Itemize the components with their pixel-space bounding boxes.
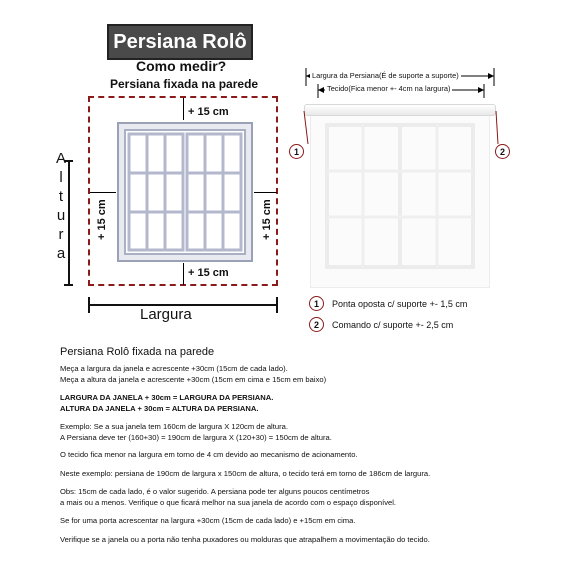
fabric-width-label: Tecido(Fica menor +- 4cm na largura)	[327, 84, 451, 93]
bottom-margin-label: + 15 cm	[188, 267, 229, 279]
width-cap-right	[276, 297, 278, 313]
top-margin-arrow	[183, 98, 184, 120]
left-margin-label: + 15 cm	[96, 199, 108, 240]
legend-text-2: Comando c/ suporte +- 2,5 cm	[332, 320, 454, 330]
page-title: Persiana Rolô	[107, 24, 253, 60]
paragraph-4: O tecido fica menor na largura em torno de 4 cm devido ao mecanismo de acionamento.	[60, 450, 358, 459]
paragraph-5: Neste exemplo: persiana de 190cm de largura x 150cm de altura, o tecido terá em torno de 186cm de largura.	[60, 469, 431, 478]
marker-2: 2	[495, 144, 510, 159]
height-bar	[68, 160, 70, 286]
height-label-letter: r	[58, 226, 64, 243]
paragraph-6b: a mais ou a menos. Verifique o que ficará melhor na sua janela de acordo com o espaço disponível.	[60, 498, 397, 507]
legend-marker-1: 1	[309, 296, 324, 311]
paragraph-3b: A Persiana deve ter (160+30) = 190cm de largura X (120+30) = 150cm de altura.	[60, 433, 332, 442]
paragraph-1a: Meça a largura da janela e acrescente +30cm (15cm de cada lado).	[60, 364, 288, 373]
window-pane-area	[124, 129, 246, 255]
height-label-letter: a	[56, 245, 66, 262]
marker-1: 1	[289, 144, 304, 159]
height-label-letter: l	[59, 169, 63, 186]
paragraph-2a: LARGURA DA JANELA + 30cm = LARGURA DA PERSIANA.	[60, 393, 274, 402]
paragraph-3a: Exemplo: Se a sua janela tem 160cm de largura X 120cm de altura.	[60, 422, 288, 431]
width-label: Largura	[140, 306, 192, 323]
right-margin-arrow	[254, 192, 277, 193]
height-label-letter: A	[55, 150, 66, 167]
blind-width-label: Largura da Persiana(É de suporte a suporte)	[312, 71, 459, 80]
height-label-letter: u	[56, 207, 66, 224]
top-margin-label: + 15 cm	[188, 106, 229, 118]
paragraph-6a: Obs: 15cm de cada lado, é o valor sugerido. A persiana pode ter alguns poucos centímetros	[60, 487, 370, 496]
right-margin-label: + 15 cm	[261, 199, 273, 240]
window-grid-icon	[126, 131, 244, 253]
paragraph-7: Se for uma porta acrescentar na largura +30cm (15cm de cada lado) e +15cm em cima.	[60, 516, 356, 525]
bottom-margin-arrow	[183, 263, 184, 285]
height-label-letter: t	[58, 188, 64, 205]
legend-marker-2: 2	[309, 317, 324, 332]
paragraph-8: Verifique se a janela ou a porta não tenha puxadores ou molduras que atrapalhem a movimentação do tecido.	[60, 535, 430, 544]
paragraph-2b: ALTURA DA JANELA + 30cm = ALTURA DA PERSIANA.	[60, 404, 259, 413]
subtitle: Como medir?	[136, 58, 227, 74]
section-title: Persiana Rolô fixada na parede	[60, 346, 215, 358]
subtitle-mount: Persiana fixada na parede	[110, 77, 259, 91]
height-cap-bottom	[64, 284, 73, 286]
blind-measure-lines	[300, 66, 500, 166]
legend-text-1: Ponta oposta c/ suporte +- 1,5 cm	[332, 299, 468, 309]
paragraph-1b: Meça a altura da janela e acrescente +30cm (15cm em cima e 15cm em baixo)	[60, 375, 327, 384]
left-margin-arrow	[90, 192, 116, 193]
